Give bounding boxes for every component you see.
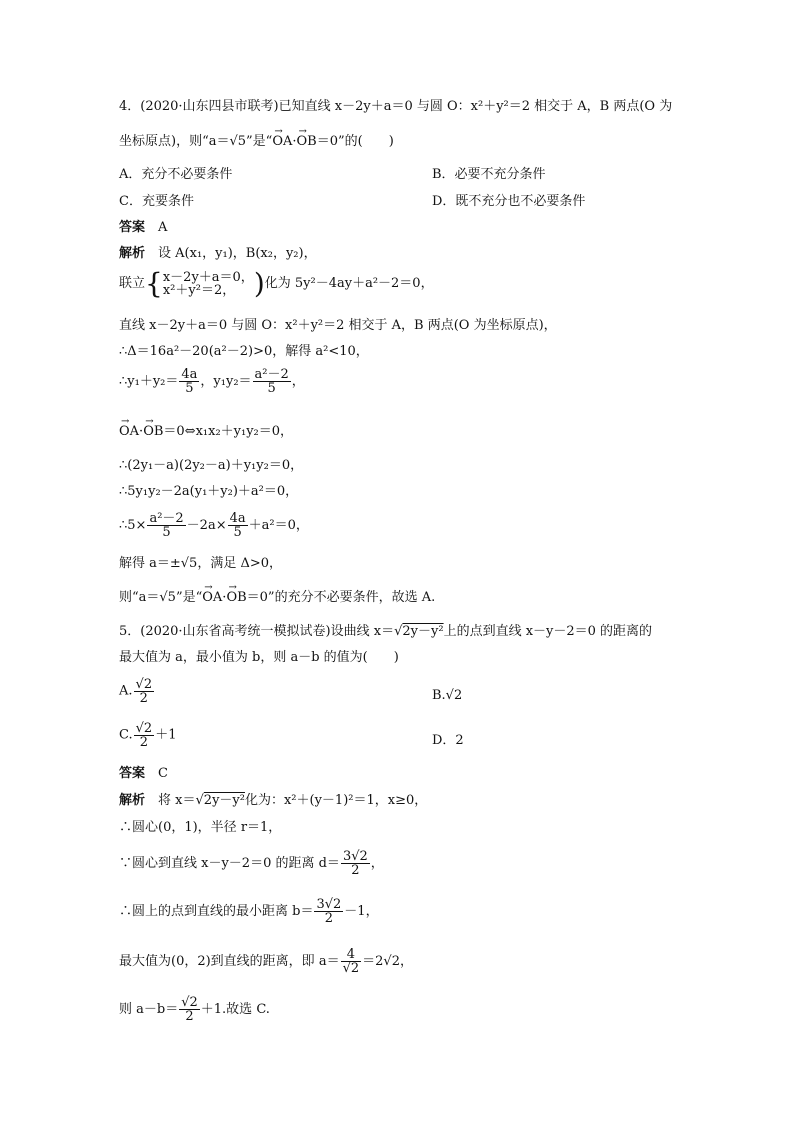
q4-sol9-frac1 [147, 512, 185, 539]
q4-stem-line2-text-b: ＝0”的( ) [316, 134, 394, 149]
q5-stem-line2: 最大值为 a，最小值为 b，则 a－b 的值为( ) [119, 650, 399, 665]
q4-stem-line1: 4．(2020·山东四县市联考)已知直线 x－2y＋a＝0 与圆 O：x²＋y²＝2 相交于 A，B 两点(O 为 [119, 99, 673, 114]
q5-answer-label: 答案 [119, 766, 146, 781]
q4-sol9-frac2-num: 4a [229, 511, 246, 526]
q4-sol5-text-a: ∴y₁＋y₂＝ [119, 374, 179, 389]
q4-system-eq1: x－2y＋a＝0， [162, 270, 254, 285]
q5-sol1-text-a: 将 x＝ [158, 793, 196, 808]
q5-option-c-label: C. [119, 727, 133, 743]
q5-sol4-text-b: －1， [344, 904, 379, 919]
q4-sol5-frac1-den: 5 [185, 381, 194, 396]
q4-system-suffix: 化为 5y²－4ay＋a²－2＝0， [264, 276, 434, 291]
q5-sol4-frac [314, 898, 343, 925]
q4-solution-line1 [119, 246, 317, 262]
q4-solution-line7: ∴(2y₁－a)(2y₂－a)＋y₁y₂＝0， [119, 458, 304, 473]
q4-answer-value: A [158, 220, 168, 235]
q5-stem-text-a: 5．(2020·山东省高考统一模拟试卷)设曲线 x＝ [119, 624, 395, 639]
q5-sol5-frac-den: √2 [342, 961, 360, 976]
q4-sol5-frac2-den: 5 [267, 381, 276, 396]
q4-solution-system [119, 267, 434, 300]
q5-stem-line1 [119, 624, 652, 640]
q5-sol3-text-b: ， [370, 856, 384, 871]
q4-option-a: A．充分不必要条件 [119, 167, 233, 182]
q5-option-d: D．2 [432, 733, 464, 748]
q5-sol6-frac [179, 996, 200, 1023]
q5-sol5-frac [341, 948, 362, 975]
q5-sol3-frac-den: 2 [351, 863, 360, 878]
q4-sol5-text-c: ， [291, 374, 305, 389]
q4-sol11-vector-ob: → OB [226, 590, 246, 606]
q4-sol5-frac1-num: 4a [181, 367, 198, 382]
q4-option-d: D．既不充分也不必要条件 [432, 194, 586, 209]
q4-sol5-frac1 [179, 368, 199, 395]
q4-sol11-text-b: ＝0”的充分不必要条件，故选 A. [246, 590, 436, 605]
q4-sol11-text-a: 则“a＝√5”是“ [119, 590, 203, 605]
q4-sol6-vector-oa: → OA [119, 424, 139, 440]
q5-stem-sqrt-radicand: 2y－y² [402, 624, 444, 639]
q5-sol5-text-b: ＝2√2， [362, 954, 413, 969]
q5-sol5-text-a: 最大值为(0，2)到直线的距离，即 a＝ [119, 954, 340, 969]
q4-sol9-frac2 [228, 512, 248, 539]
q4-system-left-brace: { [145, 267, 163, 300]
q4-sol9-frac1-num: a²－2 [149, 511, 184, 526]
q5-sol6-frac-den: 2 [185, 1009, 194, 1024]
q5-solution-line5 [119, 948, 413, 975]
q4-answer [119, 220, 167, 236]
q5-option-a-den: 2 [139, 691, 148, 706]
q4-sol6-rest: ＝0⇔x₁x₂＋y₁y₂＝0， [163, 424, 294, 439]
q5-solution-line3 [119, 850, 384, 877]
q5-option-a-frac [134, 678, 155, 705]
q4-sol9-text-a: ∴5× [119, 518, 147, 533]
q5-sol3-frac-num: 3√2 [342, 849, 368, 864]
q5-stem-text-b: 上的点到直线 x－y－2＝0 的距离的 [443, 624, 653, 639]
q4-sol5-frac2 [253, 368, 291, 395]
q4-solution-text1: 设 A(x₁，y₁)，B(x₂，y₂)， [158, 246, 317, 261]
q5-sol1-sqrt-radicand: 2y－y² [203, 793, 245, 808]
q4-sol9-text-c: ＋a²＝0， [248, 518, 309, 533]
q4-sol11-dot: · [222, 590, 227, 605]
q5-stem-sqrt-sign: √ [394, 624, 403, 639]
q5-sol4-text-a: ∴圆上的点到直线的最小距离 b＝ [119, 904, 314, 919]
q5-sol6-text-b: ＋1.故选 C. [200, 1002, 270, 1017]
q5-sol5-frac-num: 4 [341, 948, 362, 962]
q4-sol6-vector-ob: → OB [143, 424, 163, 440]
q4-sol5-frac2-num: a²－2 [254, 367, 289, 382]
q4-answer-label: 答案 [119, 220, 146, 235]
q4-system-equations [163, 271, 254, 297]
q5-solution-line4 [119, 898, 379, 925]
q4-stem-dot: · [292, 134, 297, 149]
q4-sol6-dot: · [139, 424, 144, 439]
q5-sol4-frac-num: 3√2 [316, 897, 342, 912]
q4-stem-line2-text-a: 坐标原点)，则“a＝√5”是“ [119, 134, 273, 149]
q5-option-a-label: A. [119, 683, 133, 699]
q4-sol5-text-b: ，y₁y₂＝ [200, 374, 252, 389]
q4-solution-line4: ∴Δ＝16a²－20(a²－2)>0，解得 a²<10， [119, 344, 369, 359]
q5-option-c-den: 2 [139, 735, 149, 750]
q5-solution-line6 [119, 996, 270, 1023]
q5-option-c-num: √2 [135, 721, 153, 736]
q5-sol3-text-a: ∵圆心到直线 x－y－2＝0 的距离 d＝ [119, 856, 340, 871]
q4-option-b: B．必要不充分条件 [432, 167, 546, 182]
q5-solution-line1 [119, 793, 427, 809]
q4-sol9-frac2-den: 5 [233, 525, 242, 540]
q4-solution-label: 解析 [119, 246, 146, 261]
q4-solution-line6 [119, 424, 293, 440]
q4-system-eq2: x²＋y²＝2， [162, 283, 236, 298]
q5-answer-value: C [158, 766, 168, 781]
q5-option-a [119, 678, 155, 705]
q4-stem-vector-ob: → OB [297, 134, 317, 150]
q4-solution-line10: 解得 a＝±√5，满足 Δ>0， [119, 556, 283, 571]
q4-sol9-text-b: －2a× [186, 518, 227, 533]
q4-system-right-brace: ) [253, 267, 265, 300]
q5-option-c [119, 722, 176, 749]
q4-stem-line2 [119, 134, 394, 150]
q5-sol3-frac [341, 850, 370, 877]
q5-sol1-sqrt-sign: √ [195, 793, 204, 808]
q4-solution-line8: ∴5y₁y₂－2a(y₁＋y₂)＋a²＝0， [119, 484, 299, 499]
q5-solution-label: 解析 [119, 793, 146, 808]
q5-option-b: B.√2 [432, 688, 463, 703]
q4-solution-line3: 直线 x－2y＋a＝0 与圆 O：x²＋y²＝2 相交于 A，B 两点(O 为坐标原点)， [119, 318, 557, 333]
q4-sol11-vector-oa: → OA [202, 590, 222, 606]
q5-sol4-frac-den: 2 [324, 911, 334, 926]
q4-sol9-frac1-den: 5 [162, 525, 171, 540]
q5-sol6-text-a: 则 a－b＝ [119, 1002, 179, 1017]
q5-answer [119, 766, 168, 782]
q5-option-a-num: √2 [135, 677, 153, 692]
q5-option-c-tail: ＋1 [155, 727, 177, 743]
q5-option-c-frac [134, 722, 155, 749]
q4-system-prefix: 联立 [119, 276, 146, 291]
q5-solution-line2: ∴圆心(0，1)，半径 r＝1， [119, 820, 282, 835]
q5-sol6-frac-num: √2 [181, 995, 198, 1010]
q5-sol1-text-b: 化为：x²＋(y－1)²＝1，x≥0， [244, 793, 428, 808]
q4-solution-line5 [119, 368, 305, 395]
q4-stem-vector-oa: → OA [272, 134, 292, 150]
q4-solution-line11 [119, 590, 435, 606]
q4-option-c: C．充要条件 [119, 194, 194, 209]
q4-solution-line9 [119, 512, 309, 539]
